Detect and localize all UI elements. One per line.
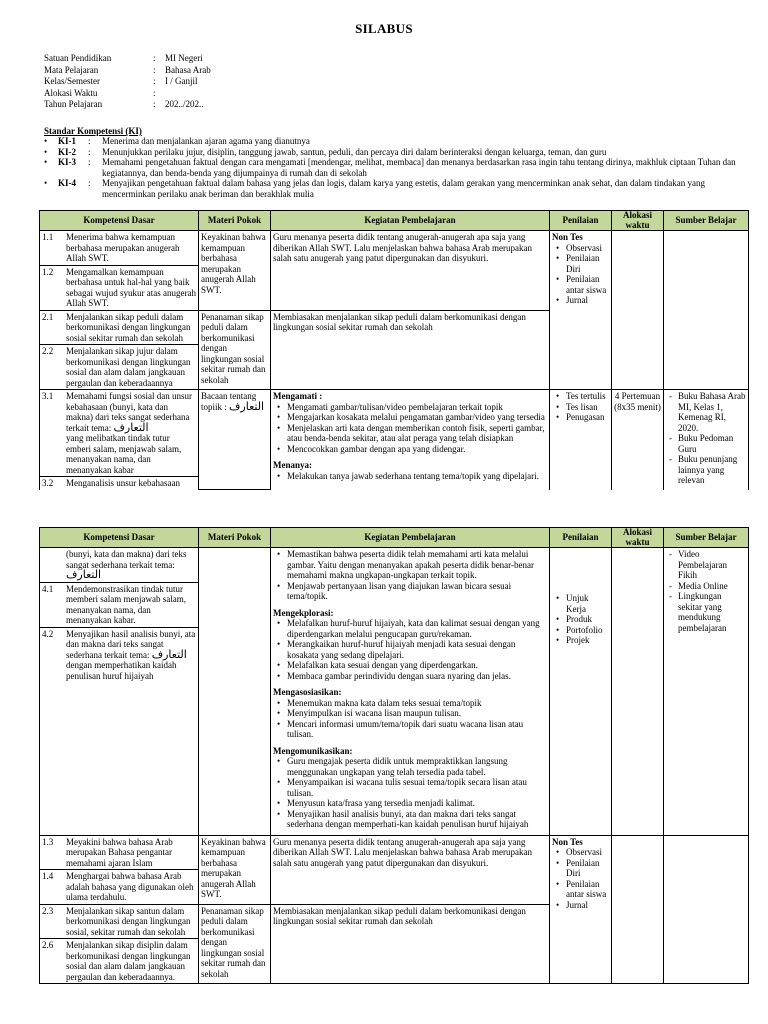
header-kd: Kompetensi Dasar bbox=[40, 528, 199, 548]
list-item: • Observasi bbox=[566, 847, 609, 858]
identity-row bbox=[44, 53, 211, 65]
kd-cell bbox=[40, 582, 199, 627]
section-heading: Mengasosiasikan: bbox=[273, 687, 342, 697]
syllabus-table-1 bbox=[39, 210, 749, 490]
identity-block bbox=[44, 53, 211, 111]
kd-number: 2.2 bbox=[42, 346, 54, 356]
nontes-list bbox=[552, 243, 609, 306]
list-item: • Mengajarkan kosakata melalui pengamatan gambar/video yang tersedia bbox=[287, 412, 547, 423]
alokasi-cell bbox=[612, 231, 664, 390]
identity-label: Kelas/Semester bbox=[44, 76, 100, 86]
unjuk-list bbox=[552, 593, 609, 646]
list-item: • Melakukan tanya jawab sederhana tentang tema/topik yang dipelajari. bbox=[287, 471, 547, 482]
kd-cell bbox=[40, 627, 199, 835]
menanya-cont-list bbox=[273, 549, 547, 602]
list-item: • Melafalkan huruf-huruf hijaiyah, kata dan kalimat sesuai dengan yang diperdengarkan melalui pengucapan guru/rekaman. bbox=[287, 618, 547, 639]
kd-number: 2.1 bbox=[42, 311, 54, 322]
kegiatan-cell: Guru menanya peserta didik tentang anugerah-anugerah apa saja yang diberikan Allah SWT. Lalu menjelaskan bahwa bahasa Arab merupakan salah satu anugerah yang patut dipergunakan dan disyukuri. bbox=[271, 231, 550, 311]
penilaian-cell bbox=[550, 231, 612, 390]
table-header-row bbox=[40, 211, 749, 231]
list-item: - Media Online bbox=[678, 581, 746, 592]
kd-number: 4.2 bbox=[42, 628, 54, 639]
materi-cell bbox=[199, 548, 271, 836]
kd-text bbox=[66, 549, 196, 581]
kd-number: 4.1 bbox=[42, 583, 54, 594]
sumber-cell bbox=[664, 548, 749, 836]
kd-number: 3.2 bbox=[42, 478, 54, 488]
kd-cell bbox=[40, 939, 199, 984]
header-sumber: Sumber Belajar bbox=[664, 211, 749, 231]
header-kd: Kompetensi Dasar bbox=[40, 211, 199, 231]
bullet-icon: • bbox=[44, 178, 48, 188]
list-item: • Mencocokkan gambar dengan apa yang didengar. bbox=[287, 444, 547, 455]
kd-cell bbox=[40, 835, 199, 870]
bullet-icon: • bbox=[44, 146, 48, 157]
ki-code: KI-2 bbox=[58, 146, 76, 157]
section-heading: Mengamati : bbox=[273, 391, 323, 401]
identity-row bbox=[44, 88, 211, 100]
ki-item bbox=[44, 136, 744, 147]
sumber-list bbox=[666, 391, 746, 486]
section-heading: Menanya: bbox=[273, 460, 312, 470]
kegiatan-cell bbox=[271, 548, 550, 836]
colon: : bbox=[88, 136, 91, 146]
list-item: • Produk bbox=[566, 614, 609, 625]
colon: : bbox=[153, 64, 156, 75]
kd-text bbox=[66, 391, 196, 475]
table-row bbox=[40, 231, 749, 266]
colon: : bbox=[88, 146, 91, 157]
kd-text: Menjalankan sikap santun dalam berkomunikasi dengan lingkungan sosial, sekitar rumah dan sekolah bbox=[66, 905, 191, 937]
header-alokasi: Alokasi waktu bbox=[612, 211, 664, 231]
table-row bbox=[40, 390, 749, 477]
list-item: • Menyusun kata/frasa yang tersedia menjadi kalimat. bbox=[287, 798, 547, 809]
list-item: • Portofolio bbox=[566, 625, 609, 636]
identity-value: I / Ganjil bbox=[165, 76, 198, 86]
list-item: • Menyampaikan isi wacana tulis sesuai tema/topik secara lisan atau tulisan. bbox=[287, 777, 547, 798]
materi-cell: Penanaman sikap peduli dalam berkomunikasi dengan lingkungan sosial sekitar rumah dan sekolah bbox=[199, 310, 271, 390]
mengamati-list bbox=[273, 402, 547, 455]
colon: : bbox=[88, 157, 91, 167]
ki-list bbox=[44, 136, 744, 199]
kd-cell bbox=[40, 265, 199, 310]
list-item: - Buku penunjang lainnya yang relevan bbox=[678, 454, 746, 486]
list-item: • Menjawab pertanyaan lisan yang diajukan lawan bicara sesuai tema/topik. bbox=[287, 581, 547, 602]
list-item: • Observasi bbox=[566, 243, 609, 254]
list-item: • Guru mengajak peserta didik untuk mempraktikkan langsung menggunakan ungkapan yang telah tersedia pada tabel. bbox=[287, 756, 547, 777]
identity-label: Alokasi Waktu bbox=[44, 87, 98, 98]
list-item: - Video Pembelajaran Fikih bbox=[678, 549, 746, 581]
kd-text: Menjalankan sikap disiplin dalam berkomunikasi dengan lingkungan sosial dan alam dalam jangkauan pergaulan dan keberadaannya. bbox=[66, 940, 191, 982]
header-penilaian: Penilaian bbox=[550, 211, 612, 231]
arabic-text: التعارف bbox=[113, 420, 149, 434]
kd-text: Menjalankan sikap peduli dalam berkomunikasi dengan lingkungan sosial sekitar rumah dan sekolah bbox=[66, 311, 191, 343]
list-item: • Mencari informasi umum/tema/topik dari suatu wacana lisan atau tulisan. bbox=[287, 719, 547, 740]
kd-text bbox=[66, 629, 196, 682]
kd-number: 1.2 bbox=[42, 266, 54, 277]
kegiatan-cell: Guru menanya peserta didik tentang anugerah-anugerah apa saja yang diberikan Allah SWT. Lalu menjelaskan bahwa bahasa Arab merupakan salah satu anugerah yang patut dipergunakan dan disyukuri. bbox=[271, 835, 550, 904]
kd-text-part: yang melibatkan tindak tutur emberi salam, menjawab salam, menanyakan nama, dan menanyakan kabar bbox=[66, 433, 182, 475]
list-item: • Membaca gambar perindividu dengan suara nyaring dan jelas. bbox=[287, 671, 547, 682]
alokasi-cell: 4 Pertemuan (8x35 menit) bbox=[612, 390, 664, 490]
ki-text: Memahami pengetahuan faktual dengan cara mengamati [mendengar, melihat, membaca] dan menanya berdasarkan rasa ingin tahu tentang dirinya, makhluk ciptaan Tuhan dan kegiatannya, dan benda-benda yang dijumpainya di rumah dan di sekolah bbox=[102, 157, 736, 178]
list-item: • Mengamati gambar/tulisan/video pembelajaran terkait topik bbox=[287, 402, 547, 413]
list-item: • Tes lisan bbox=[566, 402, 609, 413]
list-item: • Jurnal bbox=[566, 295, 609, 306]
kd-number: 2.3 bbox=[42, 905, 54, 916]
colon: : bbox=[153, 87, 156, 98]
kd-number: 1.4 bbox=[42, 871, 54, 881]
kd-cell bbox=[40, 310, 199, 345]
kd-text: Mendemonstrasikan tindak tutur memberi salam menjawab salam, menanyakan nama, dan menanyakan kabar. bbox=[66, 583, 186, 625]
kd-cell bbox=[40, 477, 199, 490]
kd-number: 3.1 bbox=[42, 391, 54, 401]
section-heading: Mengomunikasikan: bbox=[273, 745, 353, 756]
ki-text: Menerima dan menjalankan ajaran agama yang dianutnya bbox=[102, 136, 310, 146]
kd-cell bbox=[40, 390, 199, 477]
list-item: • Menemukan makna kata dalam teks sesuai tema/topik bbox=[287, 698, 547, 709]
header-kegiatan: Kegiatan Pembelajaran bbox=[271, 211, 550, 231]
nontes-label: Non Tes bbox=[552, 836, 583, 847]
alokasi-cell bbox=[612, 835, 664, 984]
materi-cell bbox=[199, 390, 271, 490]
page-title: SILABUS bbox=[355, 21, 413, 36]
alokasi-cell bbox=[612, 548, 664, 836]
sumber-cell bbox=[664, 231, 749, 390]
arabic-text: التعارف bbox=[229, 399, 265, 413]
ki-item bbox=[44, 157, 744, 178]
sumber-cell bbox=[664, 390, 749, 490]
list-item: • Merangkaikan huruf-huruf hijaiyah menjadi kata sesuai dengan kosakata yang sedang dipelajari. bbox=[287, 639, 547, 660]
identity-label: Tahun Pelajaran bbox=[44, 99, 103, 109]
list-item: • Tes tertulis bbox=[566, 391, 609, 402]
identity-row bbox=[44, 99, 211, 111]
kd-text-part: (bunyi, kata dan makna) dari teks sangat sederhana terkait tema: bbox=[66, 549, 187, 570]
kd-cell bbox=[40, 870, 199, 905]
sumber-cell bbox=[664, 835, 749, 984]
kd-number: 2.6 bbox=[42, 940, 54, 950]
kd-text-part: dengan memperhatikan kaidah penulisan huruf hijaiyah bbox=[66, 660, 177, 681]
list-item: • Melafalkan kata sesuai dengan yang diperdengarkan. bbox=[287, 660, 547, 671]
identity-label: Mata Pelajaran bbox=[44, 64, 99, 75]
kd-text: Menerima bahwa kemampuan berbahasa merupakan anugerah Allah SWT. bbox=[66, 232, 180, 263]
colon: : bbox=[153, 99, 156, 109]
penilaian-cell bbox=[550, 835, 612, 984]
identity-row bbox=[44, 76, 211, 88]
syllabus-table-2 bbox=[39, 527, 749, 984]
list-item: • Menjelaskan arti kata dengan memberikan contoh fisik, seperti gambar, atau benda-benda sekitar, atau alat peraga yang telah disiapkan bbox=[287, 423, 547, 444]
arabic-text: التعارف bbox=[151, 647, 187, 661]
kd-cell bbox=[40, 231, 199, 266]
kd-number: 1.3 bbox=[42, 836, 54, 847]
mengasosiasikan-list bbox=[273, 698, 547, 740]
mengomunikasikan-list bbox=[273, 756, 547, 830]
identity-row bbox=[44, 65, 211, 77]
list-item: • Projek bbox=[566, 635, 609, 646]
nontes-list bbox=[552, 847, 609, 910]
header-penilaian: Penilaian bbox=[550, 528, 612, 548]
kd-text: Meyakini bahwa bahasa Arab merupakan Bahasa pengantar memahami ajaran Islam bbox=[66, 836, 173, 868]
list-item: - Buku Bahasa Arab MI, Kelas 1, Kemenag RI, 2020. bbox=[678, 391, 746, 433]
kd-number: 1.1 bbox=[42, 232, 54, 242]
list-item: • Menyajikan hasil analisis bunyi, ata dan makna dari teks sangat sederhana dengan memperhati-kan kaidah penulisan huruf hijaiyah bbox=[287, 809, 547, 830]
kegiatan-cell: Membiasakan menjalankan sikap peduli dalam berkomunikasi dengan lingkungan sosial sekitar rumah dan sekolah bbox=[271, 904, 550, 984]
list-item: • Penilaian Diri bbox=[566, 253, 609, 274]
kegiatan-cell bbox=[271, 390, 550, 490]
list-item: • Memastikan bahwa peserta didik telah memahami arti kata melalui gambar. Yaitu dengan menanyakan apakah peserta didik benar-benar memahami makna ungkapan-ungkapan terkait topik. bbox=[287, 549, 547, 581]
ki-code: KI-4 bbox=[58, 178, 76, 188]
header-sumber: Sumber Belajar bbox=[664, 528, 749, 548]
mengeksplorasi-list bbox=[273, 618, 547, 681]
list-item: • Unjuk Kerja bbox=[566, 593, 609, 614]
kd-cell bbox=[40, 904, 199, 939]
kegiatan-cell: Membiasakan menjalankan sikap peduli dalam berkomunikasi dengan lingkungan sosial sekitar rumah dan sekolah bbox=[271, 310, 550, 390]
nontes-label: Non Tes bbox=[552, 232, 583, 242]
kd-text: Menghargai bahwa bahasa Arab adalah bahasa yang digunakan oleh ulama terdahulu. bbox=[66, 871, 194, 902]
colon: : bbox=[153, 76, 156, 86]
bullet-icon: • bbox=[44, 157, 48, 167]
list-item: • Penilaian Diri bbox=[566, 858, 609, 879]
list-item: • Penilaian antar siswa bbox=[566, 274, 609, 295]
identity-value: MI Negeri bbox=[165, 53, 203, 63]
ki-code: KI-3 bbox=[58, 157, 76, 167]
arabic-text: التعارف bbox=[66, 568, 102, 581]
header-alokasi: Alokasi waktu bbox=[612, 528, 664, 548]
kd-text-part: Memahami fungsi sosial dan unsur kebahasaan (bunyi, kata dan makna) dari teks sangat sederhana terkait tema: bbox=[66, 391, 192, 433]
penilaian-cell bbox=[550, 548, 612, 836]
ki-text: Menyajikan pengetahuan faktual dalam bahasa yang jelas dan logis, dalam karya yang estetis, dalam gerakan yang mencerminkan anak sehat, dan dalam tindakan yang mencerminkan perilaku anak beriman dan berakhlak mulia bbox=[102, 178, 706, 199]
table-row bbox=[40, 835, 749, 870]
materi-cell: Keyakinan bahwa kemampuan berbahasa merupakan anugerah Allah SWT. bbox=[199, 835, 271, 904]
ki-code: KI-1 bbox=[58, 136, 76, 146]
kd-cell bbox=[40, 345, 199, 390]
materi-cell: Keyakinan bahwa kemampuan berbahasa merupakan anugerah Allah SWT. bbox=[199, 231, 271, 311]
materi-text: Bacaan tentang topiik : bbox=[201, 391, 257, 412]
list-item: - Buku Pedoman Guru bbox=[678, 433, 746, 454]
list-item: • Penugasan bbox=[566, 412, 609, 423]
list-item: • Penilaian antar siswa bbox=[566, 879, 609, 900]
bullet-icon: • bbox=[44, 136, 48, 146]
colon: : bbox=[88, 178, 91, 188]
list-item: • Jurnal bbox=[566, 900, 609, 911]
table-header-row bbox=[40, 528, 749, 548]
menanya-list bbox=[273, 471, 547, 482]
tes-list bbox=[552, 391, 609, 423]
header-materi: Materi Pokok bbox=[199, 211, 271, 231]
list-item: • Menyimpulkan isi wacana lisan maupun tulisan. bbox=[287, 708, 547, 719]
identity-value: 202../202.. bbox=[165, 99, 204, 109]
ki-text: Menunjukkan perilaku jujur, disiplin, tanggung jawab, santun, peduli, dan percaya diri dalam berinteraksi dengan keluarga, teman, dan guru bbox=[102, 146, 607, 157]
kd-text: Menganalisis unsur kebahasaan bbox=[66, 478, 180, 488]
identity-label: Satuan Pendidikan bbox=[44, 53, 112, 63]
kd-text: Menjalankan sikap jujur dalam berkomunikasi dengan lingkungan sosial dan alam dalam jangkauan pergaulan dan keberadaannya bbox=[66, 346, 191, 388]
ki-item bbox=[44, 178, 744, 199]
table-row bbox=[40, 548, 749, 583]
kd-text-part: Menyajikan hasil analisis bunyi, ata dan makna dari teks sangat sederhana terkait tema: bbox=[66, 628, 196, 660]
header-materi: Materi Pokok bbox=[199, 528, 271, 548]
penilaian-cell bbox=[550, 390, 612, 490]
ki-item bbox=[44, 147, 744, 158]
section-heading: Mengekplorasi: bbox=[273, 607, 334, 618]
kd-text: Mengamalkan kemampuan berbahasa untuk hal-hal yang baik sebagai wujud syukur atas anugerah Allah SWT. bbox=[66, 266, 196, 308]
kd-cell bbox=[40, 548, 199, 583]
header-kegiatan: Kegiatan Pembelajaran bbox=[271, 528, 550, 548]
colon: : bbox=[153, 53, 156, 63]
ki-heading: Standar Kompetensi (KI) bbox=[44, 126, 142, 136]
sumber-list bbox=[666, 549, 746, 633]
identity-value: Bahasa Arab bbox=[165, 64, 211, 75]
materi-cell: Penanaman sikap peduli dalam berkomunikasi dengan lingkungan sosial sekitar rumah dan sekolah bbox=[199, 904, 271, 984]
list-item: - Lingkungan sekitar yang mendukung pembelajaran bbox=[678, 591, 746, 633]
